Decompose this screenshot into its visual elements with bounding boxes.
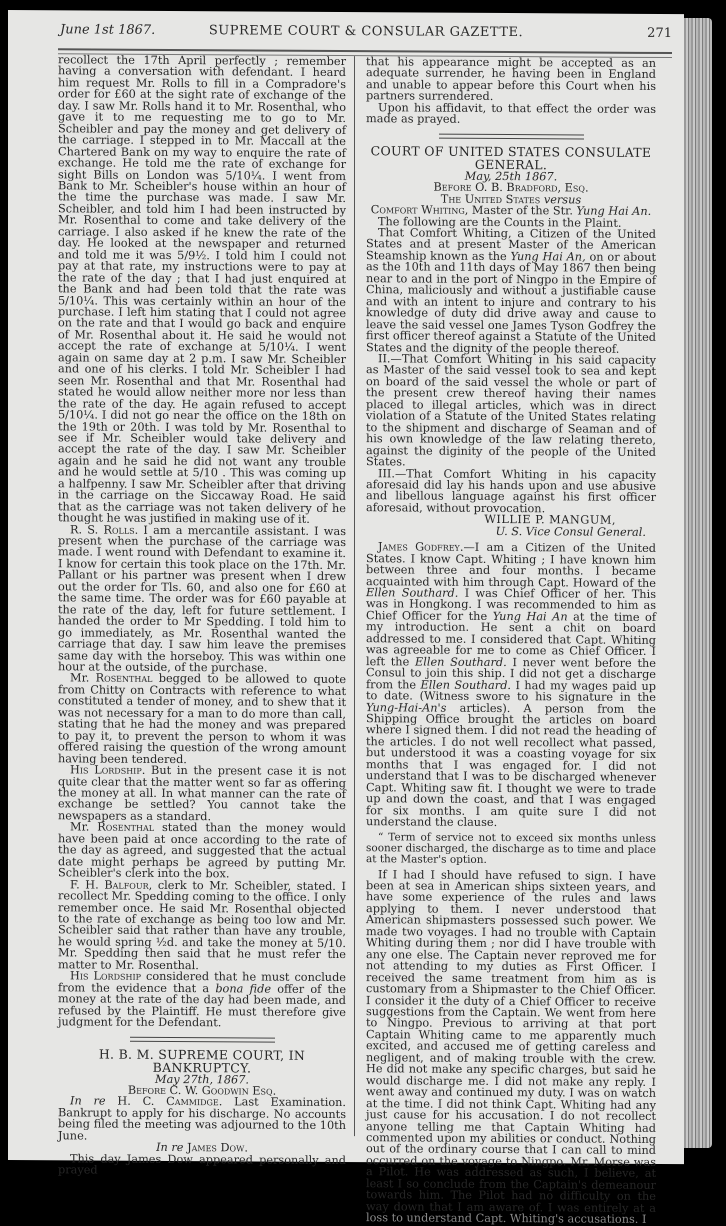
publication-title: SUPREME COURT & CONSULAR GAZETTE. bbox=[208, 23, 524, 41]
testimony-continued: If I had I should have refused to sign. I have been at sea in American ships sixteen years, and have some experience of the rules and laws applying to them. I never understood that American shipmasters possessed such power. We made two voyages. I had no trouble with Captain Whiting during them ; nor did I have trouble with any one else. The Captain never reproved me for not attending to my duties as First Officer. I received the same treatment from him as is customary from a Shipmaster to the Chief Officer. I consider it the duty of a Chief Officer to receive suggestions from the Captain. We went from here to Ningpo. Previous to arriving at that port Captain Whiting came to me apparently much excited, and accused me of getting careless and negligent, and of making trouble with the crew. He did not make any specific charges, but said he would discharge me. I did not make any reply. I went away and continued my duty. I was on watch at the time. I did not think Capt. Whiting had any just cause for his accusation. I do not recollect anyone telling me that Captain Whiting had commented upon my abilities or conduct. Nothing out of the ordinary course that I can call to mind occurred on the voyage to Ningpo. Mr. Morse was a Pilot. He was addressed as such, I believe, at least I so conclude from the Captain's demeanour towards him. The Pilot had no difficulty on the way down that I am aware of. I was entirely at a loss to understand Capt. Whiting's accusations. I bbox=[366, 867, 656, 1226]
count-two: II.—That Comfort Whiting in his said capacity as Master of the said vessel took to sea and kept on board of the said vessel the whole or part of the present crew thereof having their names placed to illegal articles, which was in direct violation of a Statute of the United States relating to the shipment and discharge of Seaman and of his own knowledge of the law relating thereto, against the diginity of the people of the United States. bbox=[366, 352, 656, 469]
page-edges bbox=[684, 18, 712, 1148]
case-heading-dow: In re James Dow. bbox=[156, 1141, 248, 1155]
signature-name: WILLIE P. MANGUM, bbox=[484, 513, 616, 528]
continuation-paragraph: that his appearance might be accepted as an adequate surrender, he having been in England and unable to appear before this Court when his partners surrendered. bbox=[366, 55, 656, 104]
testimony-paragraph: recollect the 17th April perfectly ; remember having a conversation with defendant. I heard him request Mr. Rolls to fill in a Compradore's order for £60 at the sight rate of exchange of the day. I saw Mr. Rolls hand it to Mr. Rosenthal, who gave it to me requesting me to go to Mr. Scheibler and pay the money and get delivery of the carriage. I stepped in to Mr. Maccall at the Chartered Bank on my way to enquire the rate of exchange. He told me the rate of exchange for sight Bills on London was 5/10¼. I went from Bank to Mr. Scheibler's house within an hour of the time the purchase was made. I saw Mr. Scheibler, and told him I had been instructed by Mr. Rosenthal to come and take delivery of the carriage. I also asked if he knew the rate of the day. He looked at the newspaper and returned and told me it was 5/9½. I told him I could not pay at that rate, my instructions were to pay at the rate of the day ; that I had just enquired at the Bank and had been told that the rate was 5/10¼. This was certainly within an hour of the purchase. I left him stating that I could not agree on the rate and that I would go back and enquire of Mr. Rosenthal about it. He said he would not accept the rate of exchange at 5/10¼. I went again on same day at 2 p.m. I saw Mr. Scheibler and one of his clerks. I told Mr. Scheibler I had seen Mr. Rosenthal and that Mr. Rosenthal had stated he would allow neither more nor less than the rate of the day. He again refused to accept 5/10¼. I did not go near the office on the 18th on the 19th or 20th. I was told by Mr. Rosenthal to see if Mr. Scheibler would take delivery and accept the rate of the day. I saw Mr. Scheibler again and he said he did not want any trouble and he would settle at 5/10 . This was coming up a halfpenny. I saw Mr. Scheibler after that driving in the carriage on the Siccaway Road. He said that as the carriage was not taken delivery of he thought he was justified in making use of it. bbox=[58, 53, 346, 526]
testimony-balfour: F. H. Balfour, clerk to Mr. Scheibler, stated. I recollect Mr. Spedding coming to the office. I only remember once. He said Mr. Rosenthal objected to the rate of exchange as being too low and Mr. Scheibler said that rather than have any trouble, he would spring ½d. and take the money at 5/10. Mr. Spedding then said that he must refer the matter to Mr. Rosenthal. bbox=[58, 878, 346, 972]
page-number: 271 bbox=[647, 25, 672, 42]
section-title-bankruptcy: H. B. M. SUPREME COURT, IN BANKRUPTCY. bbox=[98, 1046, 306, 1076]
presiding-judge: Before O. B. Bradford, Esq. bbox=[433, 180, 589, 195]
issue-date: June 1st 1867. bbox=[60, 22, 156, 38]
defendant-line: Comfort Whiting, Master of the Str. Yung Hai An. bbox=[370, 203, 652, 219]
section-date: May, 25th 1867. bbox=[464, 169, 558, 184]
count-three: III.—That Comfort Whiting in his capacity aforesaid did lay his hands upon and use abusive and libellous language against his first officer aforesaid, without provocation. bbox=[366, 466, 656, 516]
column-divider bbox=[354, 56, 355, 1136]
testimony-rolls: R. S. Rolls. I am a mercantile assistant. I was present when the purchase of the carriage was made. I went round with Defendant to examine it. I know for certain this took place on the 17th. Mr. Pallant or his partner was present when I drew out the order for Tls. 60, and also one for £60 at the same time. The order was for £60 payable at the rate of the day, left for future settlement. I handed the order to Mr Spedding. I told him to go immediately, as Mr. Rosenthal wanted the carriage that day. I saw him leave the premises same day with the horseboy. This was within one hour at the outside, of the purchase. bbox=[58, 522, 346, 675]
running-head bbox=[60, 22, 672, 44]
case-name: James Dow. bbox=[187, 1141, 248, 1155]
case-dow-text: This day James Dow appeared personally and prayed bbox=[58, 1152, 346, 1177]
testimony-godfrey: James Godfrey.—I am a Citizen of the United States. I know Capt. Whiting ; I have known him between three and four months. I became acquainted with him through Capt. Howard of the Ellen Southard. I was Chief Officer of her. This was in Hongkong. I was recommended to him as Chief Officer for the Yung Hai An at the time of my introduction. He sent a chit on board addressed to me. I considered that Capt. Whiting was agreeable for me to come as Chief Officer. I left the Ellen Southard. I never went before the Consul to join this ship. I did not get a discharge from the Ellen Southard. I had my wages paid up to date. (Witness swore to his signature in the Yung-Hai-An's articles). A person from the Shipping Office brought the articles on board where I signed them. I did not read the heading of the articles. I do not well recollect what passed, but understood it was a coasting voyage for six months that I was engaged for. I did not understand that I was to be discharged whenever Capt. Whiting saw fit. I thought we were to trade up and down the coast, and that I was engaged for six months. I am quite sure I did not understand the clause. bbox=[366, 540, 657, 830]
counts-intro: The following are the Counts in the Plaint. bbox=[378, 214, 622, 230]
statement-rosenthal: Mr. Rosenthal stated than the money would have been paid at once according to the rate of the day as agreed, and suggested that the actual date might perhaps be agreed by putting Mr. Scheibler's clerk into the box. bbox=[58, 820, 347, 881]
speaker-name: His Lordship. bbox=[70, 763, 146, 777]
section-date: May 27th, 1867. bbox=[155, 1072, 249, 1086]
speaker-name: F. H. Balfour, bbox=[70, 878, 153, 892]
order-paragraph: Upon his affidavit, to that effect the order was made as prayed. bbox=[366, 101, 656, 127]
judgment-paragraph: His Lordship considered that he must conclude from the evidence that a bona fide offer of the money at the rate of the day had been made, and refused by the Plaintiff. He must therefore give judgment for the Defendant. bbox=[58, 969, 347, 1030]
speaker-name: His Lordship bbox=[70, 969, 141, 984]
newspaper-page bbox=[8, 10, 684, 1226]
speaker-name: Rosenthal bbox=[97, 820, 155, 835]
left-column bbox=[58, 54, 346, 1177]
speaker-name: R. S. Rolls. bbox=[70, 522, 139, 537]
section-title-consulate: COURT OF UNITED STATES CONSULATE GENERAL. bbox=[370, 142, 652, 173]
speaker-name: Rosenthal bbox=[95, 672, 153, 686]
presiding-judge: Before C. W. Goodwin Esq. bbox=[127, 1083, 277, 1098]
speaker-name: James Godfrey. bbox=[378, 540, 464, 555]
case-parties: The United States versus bbox=[440, 192, 582, 207]
argument-rosenthal: Mr. Rosenthal begged to be allowed to quote from Chitty on Contracts with reference to what constituted a tender of money, and to shew that it was not necessary for a man to do more than call, stating that he had the money and was prepared to pay it, to prevent the person to whom it was offered raising the question of the wrong amount having been tendered. bbox=[58, 671, 347, 766]
case-name: H. C. Cammidge. bbox=[117, 1095, 223, 1109]
signature-title: U. S. Vice Consul General. bbox=[495, 524, 646, 539]
right-column bbox=[366, 56, 656, 1225]
section-divider bbox=[130, 1036, 275, 1042]
count-one: That Comfort Whiting, a Citizen of the United States and at present Master of the American Steamship known as the Yung Hai An, on or about as the 10th and 11th days of May 1867 then being near to and in the port of Ningpo in the Empire of China, maliciously and without a justifiable cause and with an intent to injure and contrary to his knowledge of duty did drive away and cause to leave the said vessel one James Tyson Godfrey the first officer thereof against a Statute of the United States and the dignity of the people thereof. bbox=[366, 226, 657, 356]
remark-lordship: His Lordship. But in the present case it is not quite clear that the matter went so far as offering the money at all. In what manner can the rate of exchange be settled? You cannot take the newspapers as a standard. bbox=[58, 763, 346, 824]
case-cammidge: In re H. C. Cammidge. Last Examination. Bankrupt to apply for his discharge. No accounts being filed the meeting was adjourned to the 10th June. bbox=[58, 1094, 346, 1143]
section-divider bbox=[439, 133, 584, 139]
quoted-clause: “ Term of service not to exceed six months unless sooner discharged, the discharge as to time and place at the Master's option. bbox=[366, 830, 656, 866]
